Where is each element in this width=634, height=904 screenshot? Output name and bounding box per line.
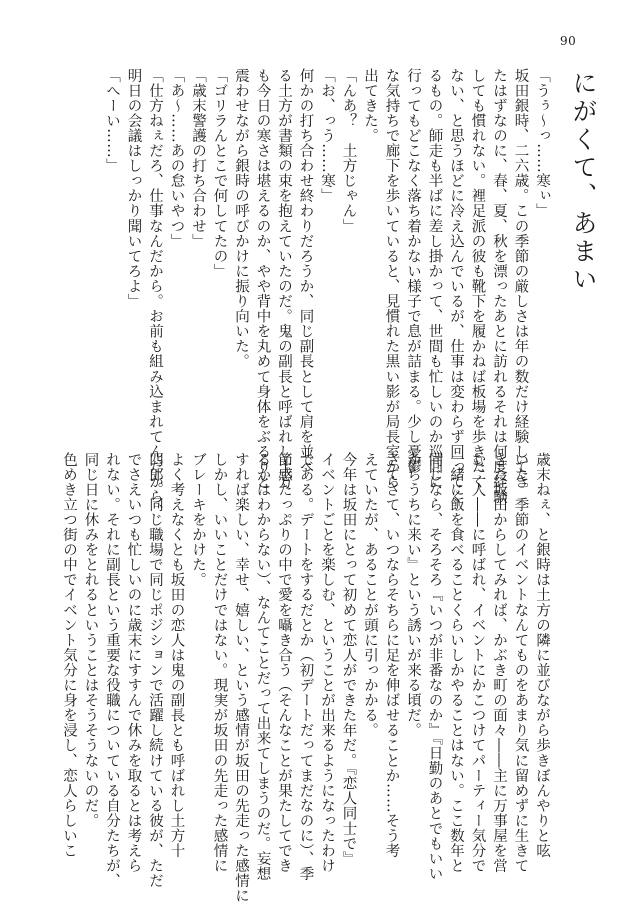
text-line: 節感たっぷりの中で愛を囁き合う（そんなことが果たしてでき	[276, 452, 292, 874]
text-line: 「仕方ねぇだろ、仕事なんだから。お前も組み込まれてんだから、	[147, 68, 163, 520]
text-line: ブレーキをかけた。	[190, 452, 206, 588]
body-text-lower	[61, 452, 552, 904]
text-line: 明日の会議はしっかり聞いてろよ」	[125, 68, 142, 309]
text-line: るもの。師走も半ばに差し掛かって、世間も忙しいのか巡回に	[426, 68, 443, 490]
text-line: る土方が書類の束を抱えていたのだ。鬼の副長と呼ばれし土方	[276, 68, 292, 490]
text-line: いた。季節のイベントなんてものをあまり気に留めずに生きて	[512, 452, 529, 874]
text-line: 四郎。同じ職場で同じポジションで活躍し続けている彼が、ただ	[147, 452, 163, 889]
text-line: 「んあ？ 土方じゃん」	[340, 68, 357, 234]
text-line: 坂田銀時、二六歳。この季節の厳しさは年の数だけ経験してき	[512, 68, 529, 490]
text-line: ない、と思うほどに冷え込んでいるが、仕事は変わらず回ってく	[448, 68, 464, 505]
text-line: な気持ちで廊下を歩いていると、見慣れた黒い影が局長室から	[383, 68, 400, 490]
text-line: 「ゴリラんとこで何してたの」	[211, 68, 228, 279]
text-line: しても慣れない。裡足派の彼も靴下を履かねば板場を歩きたく	[469, 68, 486, 490]
text-line: 「お、っう……寒」	[319, 68, 335, 204]
text-line: も今日の寒さは堪えるのか、やや背中を丸めて身体をぶるりと	[254, 68, 271, 490]
text-line: すれば楽しい、幸せ、嬉しい、という感情が坂田の先走った感情に	[233, 452, 249, 904]
text-line: 「あ〜……あの怠いやつ」	[168, 68, 185, 249]
text-line: からうちに来い』という誘いが来る頃だ。	[405, 452, 421, 738]
text-line: でさえいつも忙しいのに歳末にすすんで休みを取るとは考えら	[125, 452, 142, 874]
text-line: む二人――に呼ばれ、イベントにかこつけてパーティー気分で	[469, 452, 486, 874]
text-line: 色めき立つ街の中でイベント気分に身を浸し、恋人らしいこ	[61, 452, 77, 859]
text-line: たはずなのに、春、夏、秋を漂ったあとに訪れるそれは何度経験	[491, 68, 507, 505]
text-line: 同じなら、そろそろ『いつが非番なのか』『日勤のあとでもいい	[426, 452, 443, 882]
text-line: 震わせながら銀時の呼びかけに振り向いた。	[233, 68, 249, 369]
text-line: 出てきた。	[362, 68, 378, 144]
text-line: えていたが、あることが頭に引っかかる。	[362, 452, 378, 738]
text-line: るかはわからない）、なんてことだって出来てしまうのだ。妄想	[254, 452, 271, 882]
text-line: さてさて、いつならそちらに足を伸ばせることか……そう考	[383, 452, 400, 859]
text-line: しかし、いいことだけではない。現実が坂田の先走った感情に	[211, 452, 228, 874]
text-line: きた坂田からしてみれば、かぶき町の面々――主に万事屋を営	[491, 452, 507, 874]
text-line: 同じ日に休みをとれるということはそうそうないのだ。	[82, 452, 99, 829]
text-line: れない。それに副長という重要な役職についている自分たちが、	[104, 452, 120, 889]
text-line: 「歳末警護の打ち合わせ」	[190, 68, 206, 249]
text-line: よく考えなくとも坂田の恋人は鬼の副長とも呼ばれし土方十	[168, 452, 185, 859]
text-line: 行ってもどこなく落ち着かない様子で息が詰まる。少し憂鬱	[405, 68, 421, 475]
text-line: 歳末ねぇ、と銀時は土方の隣に並びながら歩きぼんやりと呟	[534, 452, 550, 859]
page-number: 90	[560, 34, 577, 48]
text-line: 「うぅ〜っ……寒ぃ」	[534, 68, 550, 219]
text-line: 一緒に飯を食べることくらいしかやることはない。ここ数年と	[448, 452, 464, 874]
chapter-title: にがくて、あまい	[569, 70, 598, 294]
text-line: 「へーい……」	[104, 68, 120, 174]
text-line: イベントごとを楽しむ、ということが出来るようになったわけ	[319, 452, 335, 874]
text-line: である。デートをするだとか（初デートだってまだなのに）、季	[297, 452, 314, 882]
text-line: 何かの打ち合わせ終わりだろうか、同じ副長として肩を並べ	[297, 68, 314, 475]
text-line: 今年は坂田にとって初めて恋人ができた年だ。『恋人同士で』	[340, 452, 357, 867]
